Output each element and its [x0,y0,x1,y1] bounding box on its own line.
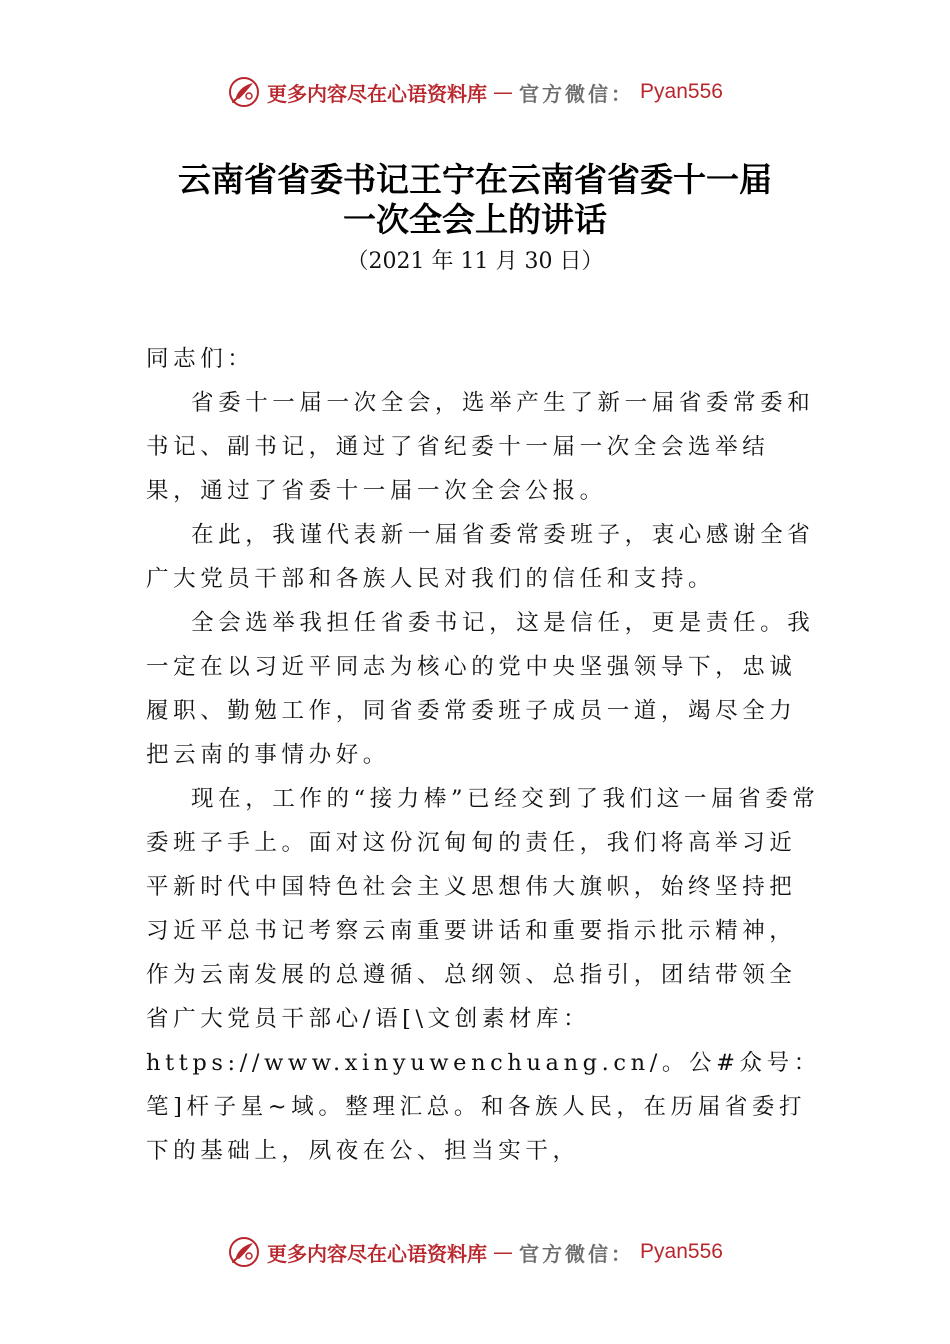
banner-main-text: 更多内容尽在心语资料库 [267,1241,488,1266]
banner-wechat-id: Pyan556 [640,80,723,103]
footer-banner [0,1232,950,1272]
paragraph: 全会选举我担任省委书记，这是信任，更是责任。我一定在以习近平同志为核心的党中央坚强领导下，忠诚履职、勤勉工作，同省委常委班子成员一道，竭尽全力把云南的事情办好。 [146,610,815,768]
paragraph: 在此，我谨代表新一届省委常委班子，衷心感谢全省广大党员干部和各族人民对我们的信任和支持。 [146,522,815,592]
brand-logo-icon [227,75,261,109]
banner-dash: — [493,1240,514,1264]
banner-secondary-text: 官方微信： [519,1241,635,1266]
banner-wechat-id: Pyan556 [640,1240,723,1263]
banner-main-text: 更多内容尽在心语资料库 [267,81,488,106]
title-line-2: 一次全会上的讲话 [343,200,607,239]
brand-logo-icon [227,1235,261,1269]
banner-secondary-text: 官方微信： [519,81,635,106]
paragraph: 现在，工作的“接力棒”已经交到了我们这一届省委常委班子手上。面对这份沉甸甸的责任，我们将高举习近平新时代中国特色社会主义思想伟大旗帜，始终坚持把习近平总书记考察云南重要讲话和重要指示批示精神，作为云南发展的总遵循、总纲领、总指引，团结带领全省广大党员干部心/语[\文创素材库：https://www.xinyuwenchuang.cn/。公#众号：笔]杆子星~域。整理汇总。和各族人民，在历届省委打下的基础上，夙夜在公、担当实干， [146,786,821,1164]
document-date: （2021 年 11 月 30 日） [346,249,604,274]
paragraph: 省委十一届一次全会，选举产生了新一届省委常委和书记、副书记，通过了省纪委十一届一次全会选举结果，通过了省委十一届一次全会公报。 [146,390,815,504]
header-banner [0,72,950,112]
banner-dash: — [493,80,514,104]
title-line-1: 云南省省委书记王宁在云南省省委十一届 [178,160,772,199]
document-title [0,160,950,240]
salutation: 同志们： [146,346,255,372]
document-body [146,337,822,1173]
